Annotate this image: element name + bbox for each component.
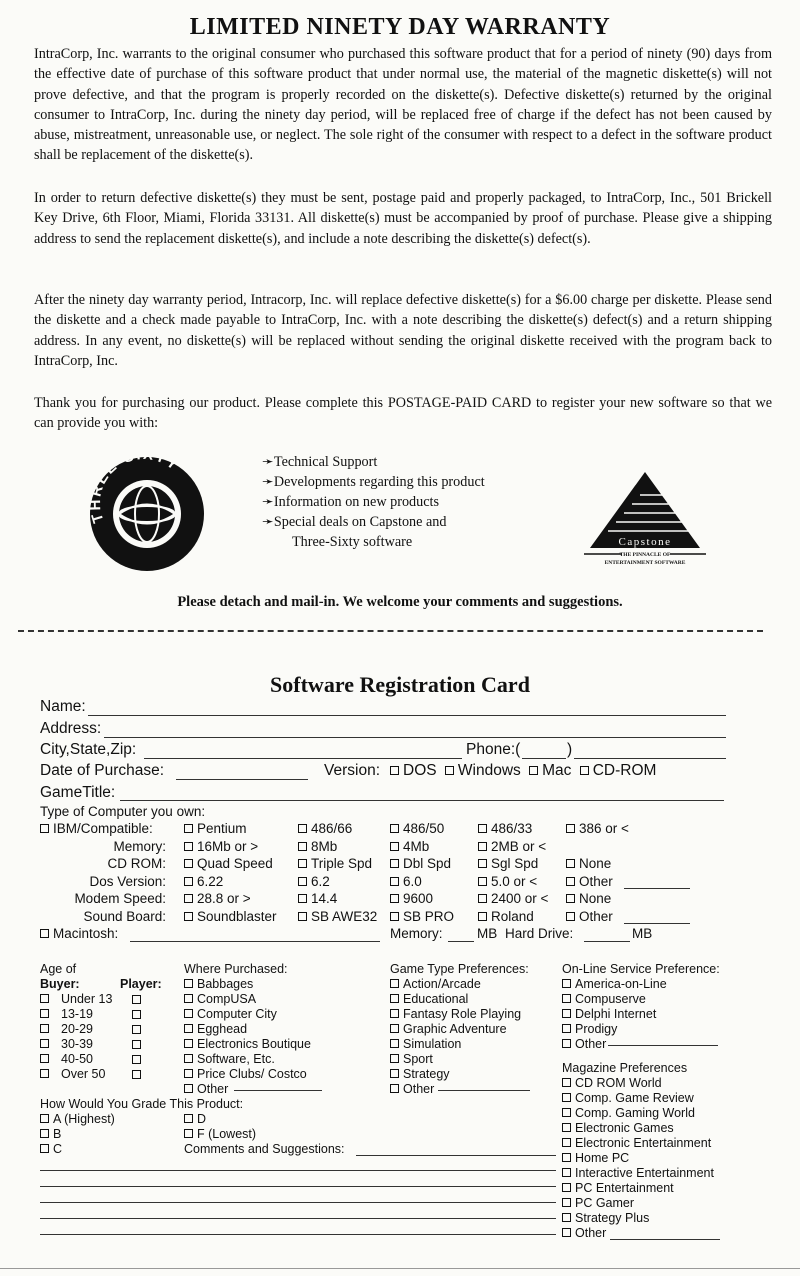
version-mac-checkbox[interactable]: Mac (529, 762, 571, 779)
comments-label: Comments and Suggestions: (184, 1142, 345, 1156)
gametitle-label: GameTitle: (40, 784, 116, 801)
player-checkbox[interactable] (132, 995, 141, 1004)
computer-option-checkbox[interactable]: SB AWE32 (298, 909, 377, 924)
hard-drive-unit: MB (632, 926, 653, 941)
online-service-checkbox[interactable]: Prodigy (562, 1022, 720, 1037)
hard-drive-label: Hard Drive: (505, 926, 574, 941)
buyer-checkbox[interactable] (40, 1039, 49, 1048)
magazine-other-field[interactable] (610, 1239, 720, 1240)
capstone-logo-text: Capstone (618, 536, 672, 548)
magazine-column (562, 1061, 714, 1241)
computer-row-label: CD ROM: (107, 856, 166, 871)
computer-option-checkbox[interactable]: 486/33 (478, 821, 532, 836)
computer-option-checkbox[interactable]: 386 or < (566, 821, 629, 836)
date-label: Date of Purchase: (40, 762, 165, 779)
computer-option-checkbox[interactable]: 28.8 or > (184, 891, 251, 906)
thank-you-paragraph: Thank you for purchasing our product. Please complete this POSTAGE-PAID CARD to register your new software so that we can provide you with: (34, 395, 772, 432)
game-column (390, 962, 529, 1097)
svg-text:ENTERTAINMENT SOFTWARE: ENTERTAINMENT SOFTWARE (604, 560, 686, 566)
game-heading: Game Type Preferences: (390, 962, 529, 976)
area-code-field[interactable] (522, 758, 566, 759)
post-warranty-paragraph: After the ninety day warranty period, Intracorp, Inc. will replace defective diskette(s) for a $6.00 charge per diskette. Please send the diskette and a check made payable to IntraCorp, Inc. with a note describing the diskette(s) defect(s) and a return shipping address. In any event, no diskette(s) will be replaced without sending the original diskette received with the program back to IntraCorp, Inc. (34, 292, 772, 369)
version-windows-checkbox[interactable]: Windows (445, 762, 521, 779)
computer-option-checkbox[interactable]: Other (566, 909, 613, 924)
player-checkbox[interactable] (132, 1070, 141, 1079)
return-paragraph: In order to return defective diskette(s) they must be sent, postage paid and properly packaged, to IntraCorp, Inc., 501 Brickell Key Drive, 6th Floor, Miami, Florida 33131. All diskette(s) must be accompanied by proof of purchase. Please give a shipping address to send the replacement diskette(s), and include a note describing the diskette(s) defect(s). (34, 190, 772, 247)
computer-option-checkbox[interactable]: 4Mb (390, 839, 429, 854)
version-label: Version: (324, 762, 381, 779)
online-column (562, 962, 720, 1052)
magazine-heading: Magazine Preferences (562, 1061, 688, 1075)
computer-row-label: Modem Speed: (74, 891, 166, 906)
age-row: Under 13 (40, 992, 112, 1007)
computer-option-checkbox[interactable]: None (566, 856, 611, 871)
computer-option-checkbox[interactable]: Sgl Spd (478, 856, 538, 871)
player-checkbox[interactable] (132, 1025, 141, 1034)
game-type-checkbox[interactable]: Action/Arcade (390, 977, 529, 992)
online-heading: On-Line Service Preference: (562, 962, 720, 976)
card-title: Software Registration Card (270, 672, 530, 697)
computer-row-label: Memory: (113, 838, 166, 854)
game-type-checkbox[interactable]: Fantasy Role Playing (390, 1007, 529, 1022)
buyer-checkbox[interactable] (40, 1009, 49, 1018)
online-other-field[interactable] (608, 1045, 718, 1046)
warranty-paragraph-1: IntraCorp, Inc. warrants to the original consumer who purchased this software product that for a period of ninety (90) days from the effective date of purchase of this software product that under normal use, the material of the magnetic diskette(s) will not prove defective, and that the program is properly recorded on the diskette(s). Defective diskette(s) returned by the original consumer to IntraCorp, Inc. during the ninety day period, will be replaced free of charge if the defect has not been caused by abuse, mistreatment, unreasonable use, or neglect. The sole right of the consumer with respect to a defect in the software product shall be replacement of the diskette(s). (34, 46, 772, 164)
magazine-checkbox[interactable]: Home PC (562, 1151, 714, 1166)
buyer-checkbox[interactable] (40, 994, 49, 1003)
grades-right (184, 1112, 256, 1142)
magazine-checkbox[interactable]: Electronic Games (562, 1121, 714, 1136)
computer-option-checkbox[interactable]: 486/66 (298, 821, 352, 836)
arrow-icon: ➛ (262, 454, 274, 470)
comment-line[interactable] (40, 1234, 556, 1235)
computer-option-checkbox[interactable]: Dbl Spd (390, 856, 451, 871)
buyer-checkbox[interactable] (40, 1054, 49, 1063)
computer-option-checkbox[interactable]: None (566, 891, 611, 906)
grade-checkbox[interactable]: D (184, 1112, 256, 1127)
where-purchased-checkbox[interactable]: Babbages (184, 977, 311, 992)
comment-line[interactable] (40, 1186, 556, 1187)
comment-line[interactable] (356, 1155, 556, 1156)
buyer-heading: Buyer: (40, 977, 80, 991)
computer-option-checkbox[interactable]: 5.0 or < (478, 874, 537, 889)
game-other-field[interactable] (438, 1090, 530, 1091)
computer-option-checkbox[interactable]: 2MB or < (478, 839, 546, 854)
computer-option-checkbox[interactable]: Roland (478, 909, 534, 924)
buyer-checkbox[interactable] (40, 1024, 49, 1033)
online-service-checkbox[interactable]: Delphi Internet (562, 1007, 720, 1022)
where-purchased-checkbox[interactable]: Electronics Boutique (184, 1037, 311, 1052)
computer-option-checkbox[interactable]: 14.4 (298, 891, 337, 906)
magazine-checkbox[interactable]: Other (562, 1226, 714, 1241)
where-purchased-checkbox[interactable]: Price Clubs/ Costco (184, 1067, 311, 1082)
computer-option-checkbox[interactable]: Soundblaster (184, 909, 277, 924)
detach-note: Please detach and mail-in. We welcome your comments and suggestions. (177, 594, 623, 610)
grade-heading: How Would You Grade This Product: (40, 1097, 244, 1111)
phone-label: Phone:( (466, 741, 521, 758)
grade-checkbox[interactable]: C (40, 1142, 115, 1157)
city-label: City,State,Zip: (40, 741, 137, 758)
computer-type-heading: Type of Computer you own: (40, 804, 206, 819)
game-type-checkbox[interactable]: Sport (390, 1052, 529, 1067)
magazine-checkbox[interactable]: Interactive Entertainment (562, 1166, 714, 1181)
online-service-checkbox[interactable]: Compuserve (562, 992, 720, 1007)
bullet-new-products: ➛Information on new products (262, 494, 439, 510)
where-purchased-checkbox[interactable]: Computer City (184, 1007, 311, 1022)
where-purchased-checkbox[interactable]: CompUSA (184, 992, 311, 1007)
computer-option-checkbox[interactable]: 2400 or < (478, 891, 548, 906)
arrow-icon: ➛ (262, 494, 274, 510)
capstone-logo (580, 470, 710, 570)
magazine-checkbox[interactable]: CD ROM World (562, 1076, 714, 1091)
age-heading: Age of (40, 962, 77, 976)
other-field[interactable] (624, 923, 690, 924)
magazine-checkbox[interactable]: PC Entertainment (562, 1181, 714, 1196)
bullet-developments: ➛Developments regarding this product (262, 474, 485, 490)
where-other-field[interactable] (234, 1090, 322, 1091)
age-row: 40-50 (40, 1052, 112, 1067)
grade-checkbox[interactable]: F (Lowest) (184, 1127, 256, 1142)
hard-drive-field[interactable] (584, 941, 630, 942)
version-dos-checkbox[interactable]: DOS (390, 762, 437, 779)
age-row: 30-39 (40, 1037, 112, 1052)
computer-option-checkbox[interactable]: 6.2 (298, 874, 330, 889)
page-title: LIMITED NINETY DAY WARRANTY (189, 14, 611, 40)
computer-option-checkbox[interactable]: 9600 (390, 891, 433, 906)
computer-option-checkbox[interactable]: 6.0 (390, 874, 422, 889)
magazine-checkbox[interactable]: PC Gamer (562, 1196, 714, 1211)
comment-line[interactable] (40, 1218, 556, 1219)
phone-close: ) (567, 741, 573, 758)
mac-memory-field[interactable] (448, 941, 474, 942)
game-type-checkbox[interactable]: Graphic Adventure (390, 1022, 529, 1037)
three-sixty-logo (88, 455, 206, 573)
bullet-special-deals: ➛Special deals on Capstone and (262, 514, 447, 530)
address-label: Address: (40, 720, 102, 737)
computer-option-checkbox[interactable]: Other (566, 874, 613, 889)
comment-line[interactable] (40, 1202, 556, 1203)
grade-checkbox[interactable]: B (40, 1127, 115, 1142)
address-field[interactable] (104, 737, 726, 738)
three-sixty-logo-text: THREE-S TY (88, 455, 183, 525)
magazine-checkbox[interactable]: Electronic Entertainment (562, 1136, 714, 1151)
comment-line[interactable] (40, 1170, 556, 1171)
magazine-checkbox[interactable]: Comp. Gaming World (562, 1106, 714, 1121)
where-purchased-checkbox[interactable]: Egghead (184, 1022, 311, 1037)
where-purchased-checkbox[interactable]: Other (184, 1082, 311, 1097)
bottom-edge (0, 1268, 800, 1269)
computer-option-checkbox[interactable]: SB PRO (390, 909, 454, 924)
bullet-technical-support: ➛Technical Support (262, 454, 378, 470)
gametitle-field[interactable] (120, 800, 724, 801)
computer-option-checkbox[interactable]: 486/50 (390, 821, 444, 836)
mac-memory-label: Memory: (390, 926, 443, 941)
game-type-checkbox[interactable]: Educational (390, 992, 529, 1007)
magazine-checkbox[interactable]: Comp. Game Review (562, 1091, 714, 1106)
date-field[interactable] (176, 779, 308, 780)
grade-checkbox[interactable]: A (Highest) (40, 1112, 115, 1127)
mac-memory-unit: MB (477, 926, 498, 941)
version-cdrom-checkbox[interactable]: CD-ROM (580, 762, 657, 779)
bullet-continuation: Three-Sixty software (292, 534, 413, 550)
arrow-icon: ➛ (262, 474, 274, 490)
magazine-checkbox[interactable]: Strategy Plus (562, 1211, 714, 1226)
benefits-list (262, 452, 485, 552)
name-field[interactable] (88, 715, 726, 716)
svg-text:THE PINNACLE OF: THE PINNACLE OF (619, 552, 671, 558)
arrow-icon: ➛ (262, 514, 274, 530)
computer-option-checkbox[interactable]: Pentium (184, 821, 247, 836)
online-service-checkbox[interactable]: America-on-Line (562, 977, 720, 992)
cut-line (18, 630, 763, 632)
age-row: 13-19 (40, 1007, 112, 1022)
computer-row-label: Sound Board: (83, 908, 166, 924)
online-service-checkbox[interactable]: Other (562, 1037, 720, 1052)
macintosh-checkbox[interactable]: Macintosh: (40, 926, 118, 941)
where-heading: Where Purchased: (184, 962, 288, 976)
computer-option-checkbox[interactable]: Triple Spd (298, 856, 372, 871)
macintosh-field[interactable] (130, 941, 380, 942)
where-purchased-checkbox[interactable]: Software, Etc. (184, 1052, 311, 1067)
age-row: Over 50 (40, 1067, 112, 1082)
age-column (40, 962, 162, 1082)
grades-left (40, 1112, 115, 1157)
game-type-checkbox[interactable]: Other (390, 1082, 529, 1097)
age-row: 20-29 (40, 1022, 112, 1037)
where-column (184, 962, 311, 1097)
player-checkbox[interactable] (132, 1040, 141, 1049)
computer-row-label: Dos Version: (89, 873, 166, 889)
game-type-checkbox[interactable]: Strategy (390, 1067, 529, 1082)
computer-option-checkbox[interactable]: Quad Speed (184, 856, 273, 871)
game-type-checkbox[interactable]: Simulation (390, 1037, 529, 1052)
computer-option-checkbox[interactable]: 16Mb or > (184, 839, 258, 854)
buyer-checkbox[interactable] (40, 1069, 49, 1078)
player-checkbox[interactable] (132, 1010, 141, 1019)
city-field[interactable] (144, 758, 462, 759)
computer-option-checkbox[interactable]: 6.22 (184, 874, 223, 889)
name-label: Name: (40, 698, 86, 715)
player-heading: Player: (120, 977, 162, 991)
version-options (390, 762, 656, 780)
phone-field[interactable] (574, 758, 726, 759)
computer-option-checkbox[interactable]: 8Mb (298, 839, 337, 854)
ibm-label[interactable]: IBM/Compatible: (40, 821, 153, 836)
player-checkbox[interactable] (132, 1055, 141, 1064)
other-field[interactable] (624, 888, 690, 889)
